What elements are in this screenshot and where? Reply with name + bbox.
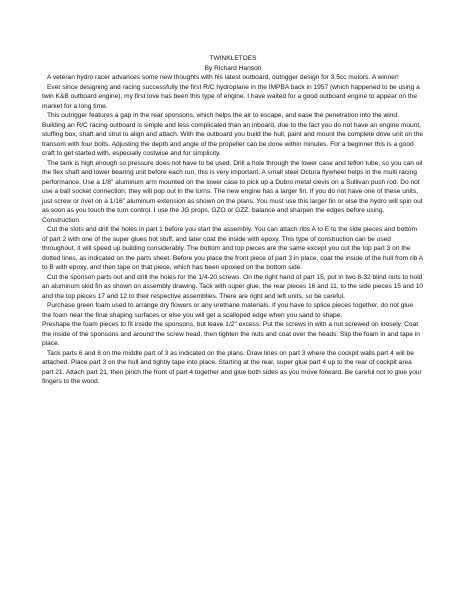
paragraph: A veteran hydro racer advances some new thoughts with his latest outboard, outrigger design for 3.5cc motors. A winner!: [47, 74, 399, 81]
paragraph: The tank is high enough so pressure does not have to be used. Drill a hole through the lower case and teflon tube, so you can oil the flex shaft and lower bearing unit before each run, this is very important. A small steel Octura flywheel helps in the multi racing performance. Use a 1/8" aluminum arm mounted on the lower case to pick up a Dubro metal clevis on a Sullivan push rod. Do not use a ball socket connection; they will pop out in the turns. The new engine has a larger fin. If you do not have one of these units, just screw or rivet on a 1/16" aluminum extension as shown on the plans. You must use this larger fin or else the hydro will spin out as soon as you touch the turn control. I use the JG props, GZO or GZZ. balance and sharpen the edges before using.: [42, 159, 423, 214]
construction-heading: Construction: [42, 216, 80, 224]
paragraph: Cut the slots and drill the holes in part 1 before you start the assembly. You can attach ribs A to E to the side pieces and bottom of part 2 with one of the super glues hot stuff, and later coat the inside with epoxy. This type of construction can be used throughout, it will speed up building considerably. The bottom and top pieces are the same except you cut the top part 3 on the dotted lines, as indicated on the parts sheet. Before you place the front piece of part 3 in place, coat the inside of the hull from rib A to B with epoxy, and then tape on that piece, which has been epoxied on the bottom side.: [42, 226, 423, 271]
paragraph: This outrigger features a gap in the rear sponsons, which helps the air to escape, and ease the penetration into the wind. Building an R/C racing outboard is simple and less complicated than an inboard, due to the fact you do not have an engine mount, stuffing box, shaft and strut to align and attach. With the outboard you build the hull, paint and mount the complete drive unit on the transom with four bolts. Adjusting the depth and angle of the propeller can be done within minutes. For a beginner this is a good craft to get started with, especially costwise and for simplicity.: [42, 112, 424, 157]
paragraph: Tack parts 6 and 8 on the middle part of 3 as indicated on the plans. Draw lines on part 3 where the cockpit walls part 4 will be attached. Place part 3 on the hull and tightly tape into place. Starting at the rear, super glue part 4 up to the rear of cockpit area part 21. Attach part 21, then pinch the front of part 4 together and glue both sides as you move forward. Be careful not to glue your fingers to the wood.: [42, 349, 422, 385]
paragraph: Purchase green foam used to arrange dry flowers or any urethane materials. If you have to splice pieces together, do not glue the foam near the final shaping surfaces or else you will get a scalloped edge when you sand to shape.: [42, 302, 414, 319]
paragraph: Ever since designing and racing successfully the first R/C hydroplane in the IMPBA back in 1957 (which happened to be using a twin K&B outboard engine), my first love has been this type of engine. I have waited for a good outboard engine to appear on the market for a long time.: [42, 83, 420, 110]
paragraph: Cut the sponson parts out and drill the holes for the 1/4-20 screws. On the right hand of part 15, put in two 8-32 blind nuts to hold an aluminum skid fin as shown on assembly drawing. Tack with super glue, the rear pieces 16 and 11, to the side pieces 15 and 10 and the top pieces 17 and 12 to their respective assemblies. There are right and left units, so be careful.: [42, 273, 423, 300]
article-title: TWINKLETOES: [209, 55, 257, 62]
intro-section: [42, 73, 424, 216]
construction-section: [42, 225, 424, 387]
paragraph: Preshape the foam pieces to fit inside the sponsons, but leave 1/2" excess. Put the screws in with a nut screwed on loosely. Coat the inside of the sponsons and around the screw head, then tighten the nuts and coat over the heads. Slip the foam in and tape in place.: [42, 321, 420, 347]
article-byline: By Richard Hanson: [204, 64, 262, 72]
